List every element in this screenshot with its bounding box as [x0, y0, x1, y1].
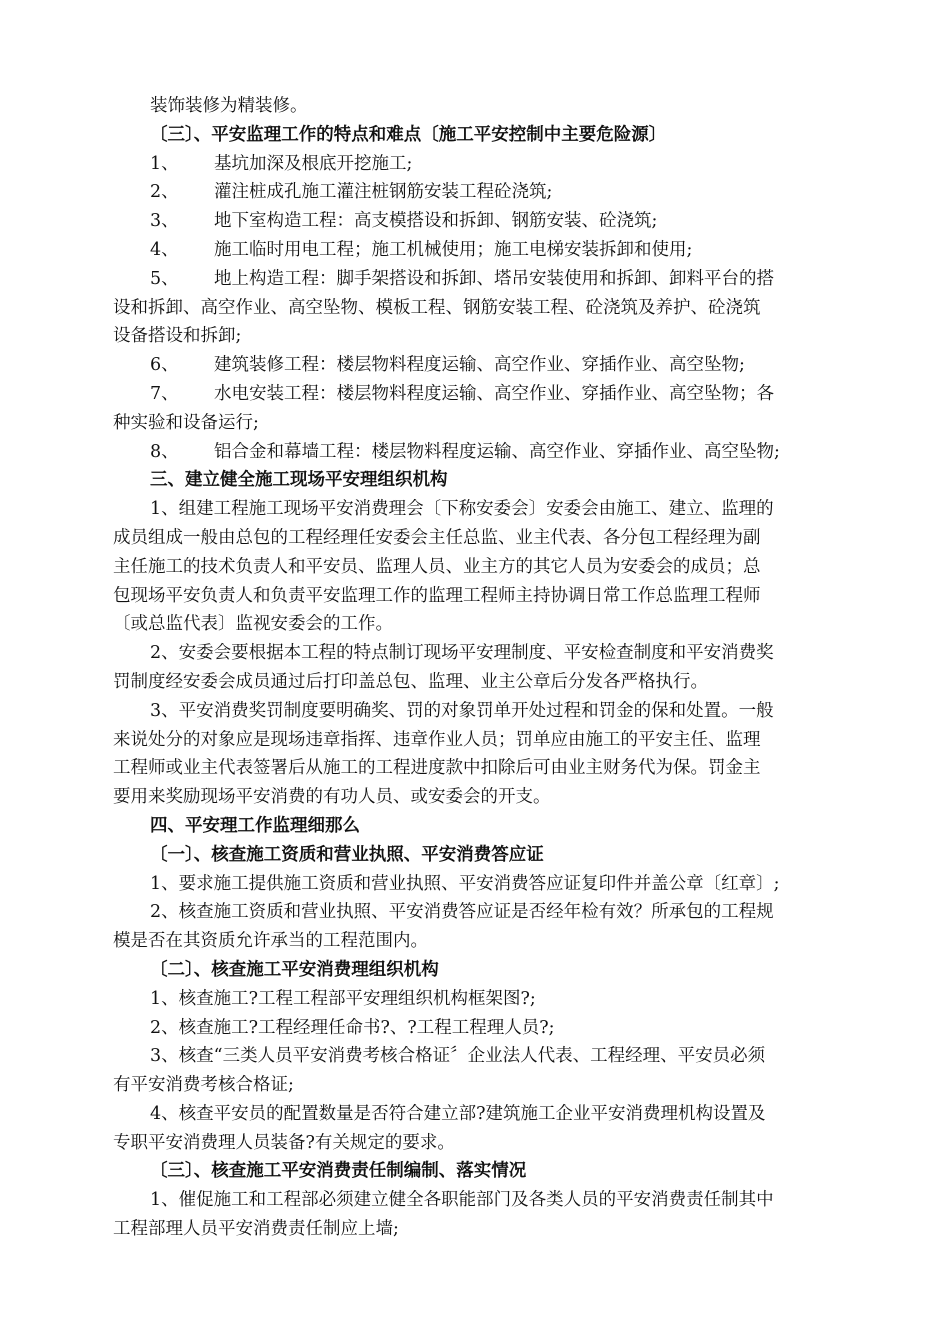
paragraph-line: 4、核查平安员的配置数量是否符合建立部?建筑施工企业平安消费理机构设置及: [150, 1103, 766, 1124]
paragraph-line: 工程部理人员平安消费责任制应上墙;: [113, 1219, 399, 1240]
risk-item: [113, 380, 837, 409]
risk-text: 地上构造工程：脚手架搭设和拆卸、塔吊安装使用和拆卸、卸料平台的搭: [214, 268, 774, 289]
risk-item: [113, 236, 837, 265]
paragraph-line: 3、平安消费奖罚制度要明确奖、罚的对象罚单开处过程和罚金的保和处置。一般: [150, 700, 774, 721]
paragraph-line: 成员组成一般由总包的工程经理任安委会主任总监、业主代表、各分包工程经理为副: [113, 527, 761, 548]
risk-continuation: 种实验和设备运行;: [113, 412, 259, 433]
document-body: [113, 92, 837, 1244]
paragraph-line: 2、核查施工?工程经理任命书?、?工程工程理人员?;: [150, 1017, 555, 1038]
risk-item: [113, 265, 837, 294]
paragraph: [113, 870, 837, 899]
risk-number: 4、: [150, 239, 179, 260]
risk-item: [113, 150, 837, 179]
paragraph-line: 3、核查“三类人员平安消费考核合格证〞企业法人代表、工程经理、平安员必须: [150, 1046, 766, 1067]
risk-text: 水电安装工程：楼层物料程度运输、高空作业、穿插作业、高空坠物；各: [214, 383, 774, 404]
risk-item: [113, 438, 837, 467]
paragraph-line: 1、核查施工?工程工程部平安理组织机构框架图?;: [150, 988, 536, 1009]
risk-item: [113, 178, 837, 207]
paragraph-line: 2、安委会要根据本工程的特点制订现场平安理制度、平安检查制度和平安消费奖: [150, 643, 774, 664]
paragraph: [113, 495, 837, 639]
subsection-heading: 〔三〕、核查施工平安消费责任制编制、落实情况: [150, 1161, 527, 1182]
text-line: 装饰装修为精装修。: [150, 96, 308, 116]
risk-text: 基坑加深及根底开挖施工;: [214, 153, 413, 174]
paragraph: [113, 1186, 837, 1244]
paragraph: [113, 898, 837, 956]
paragraph-line: 专职平安消费理人员装备?有关规定的要求。: [113, 1132, 455, 1153]
risk-number: 2、: [150, 182, 179, 203]
risk-continuation: 设和拆卸、高空作业、高空坠物、模板工程、钢筋安装工程、砼浇筑及养护、砼浇筑: [113, 297, 761, 318]
section-heading: 〔三〕、平安监理工作的特点和难点〔施工平安控制中主要危险源〕: [150, 124, 667, 145]
paragraph-line: 有平安消费考核合格证;: [113, 1075, 294, 1096]
section-heading: 三、建立健全施工现场平安理组织机构: [150, 470, 448, 491]
subsection-heading: 〔一〕、核查施工资质和营业执照、平安消费答应证: [150, 844, 544, 865]
paragraph-line: 1、催促施工和工程部必须建立健全各职能部门及各类人员的平安消费责任制其中: [150, 1190, 774, 1211]
risk-number: 6、: [150, 355, 179, 376]
risk-text: 地下室构造工程：高支模搭设和拆卸、钢筋安装、砼浇筑;: [214, 211, 658, 232]
risk-number: 1、: [150, 153, 179, 174]
paragraph-line: 罚制度经安委会成员通过后打印盖总包、监理、业主公章后分发各严格执行。: [113, 671, 708, 692]
paragraph: [113, 697, 837, 812]
risk-number: 3、: [150, 211, 179, 232]
paragraph-line: 〔或总监代表〕监视安委会的工作。: [113, 614, 393, 635]
paragraph-line: 主任施工的技术负责人和平安员、监理人员、业主方的其它人员为安委会的成员；总: [113, 556, 761, 577]
risk-item: [113, 351, 837, 380]
paragraph-line: 模是否在其资质允许承当的工程范围内。: [113, 931, 428, 952]
paragraph-line: 包现场平安负责人和负责平安监理工作的监理工程师主持协调日常工作总监理工程师: [113, 585, 761, 606]
risk-text: 施工临时用电工程；施工机械使用；施工电梯安装拆卸和使用;: [214, 239, 693, 260]
subsection-heading: 〔二〕、核查施工平安消费理组织机构: [150, 959, 439, 980]
risk-number: 7、: [150, 383, 179, 404]
paragraph: [113, 639, 837, 697]
paragraph: [113, 1100, 837, 1158]
risk-list: [113, 150, 837, 467]
paragraph-line: 要用来奖励现场平安消费的有功人员、或安委会的开支。: [113, 787, 551, 808]
paragraph-line: 1、要求施工提供施工资质和营业执照、平安消费答应证复印件并盖公章〔红章〕;: [150, 873, 780, 894]
paragraph-line: 工程师或业主代表签署后从施工的工程进度款中扣除后可由业主财务代为保。罚金主: [113, 758, 761, 779]
paragraph-line: 来说处分的对象应是现场违章指挥、违章作业人员；罚单应由施工的平安主任、监理: [113, 729, 761, 750]
risk-text: 建筑装修工程：楼层物料程度运输、高空作业、穿插作业、高空坠物;: [214, 355, 745, 376]
risk-number: 5、: [150, 268, 179, 289]
risk-text: 铝合金和幕墙工程：楼层物料程度运输、高空作业、穿插作业、高空坠物;: [214, 441, 780, 462]
section-heading: 四、平安理工作监理细那么: [150, 815, 360, 836]
paragraph: [113, 985, 837, 1014]
risk-item: [113, 207, 837, 236]
paragraph: [113, 1042, 837, 1100]
paragraph-line: 2、核查施工资质和营业执照、平安消费答应证是否经年检有效？所承包的工程规: [150, 902, 774, 923]
risk-continuation: 设备搭设和拆卸;: [113, 326, 242, 347]
risk-text: 灌注桩成孔施工灌注桩钢筋安装工程砼浇筑;: [214, 182, 553, 203]
risk-number: 8、: [150, 441, 179, 462]
paragraph: [113, 1014, 837, 1043]
paragraph-line: 1、组建工程施工现场平安消费理会〔下称安委会〕安委会由施工、建立、监理的: [150, 499, 774, 520]
